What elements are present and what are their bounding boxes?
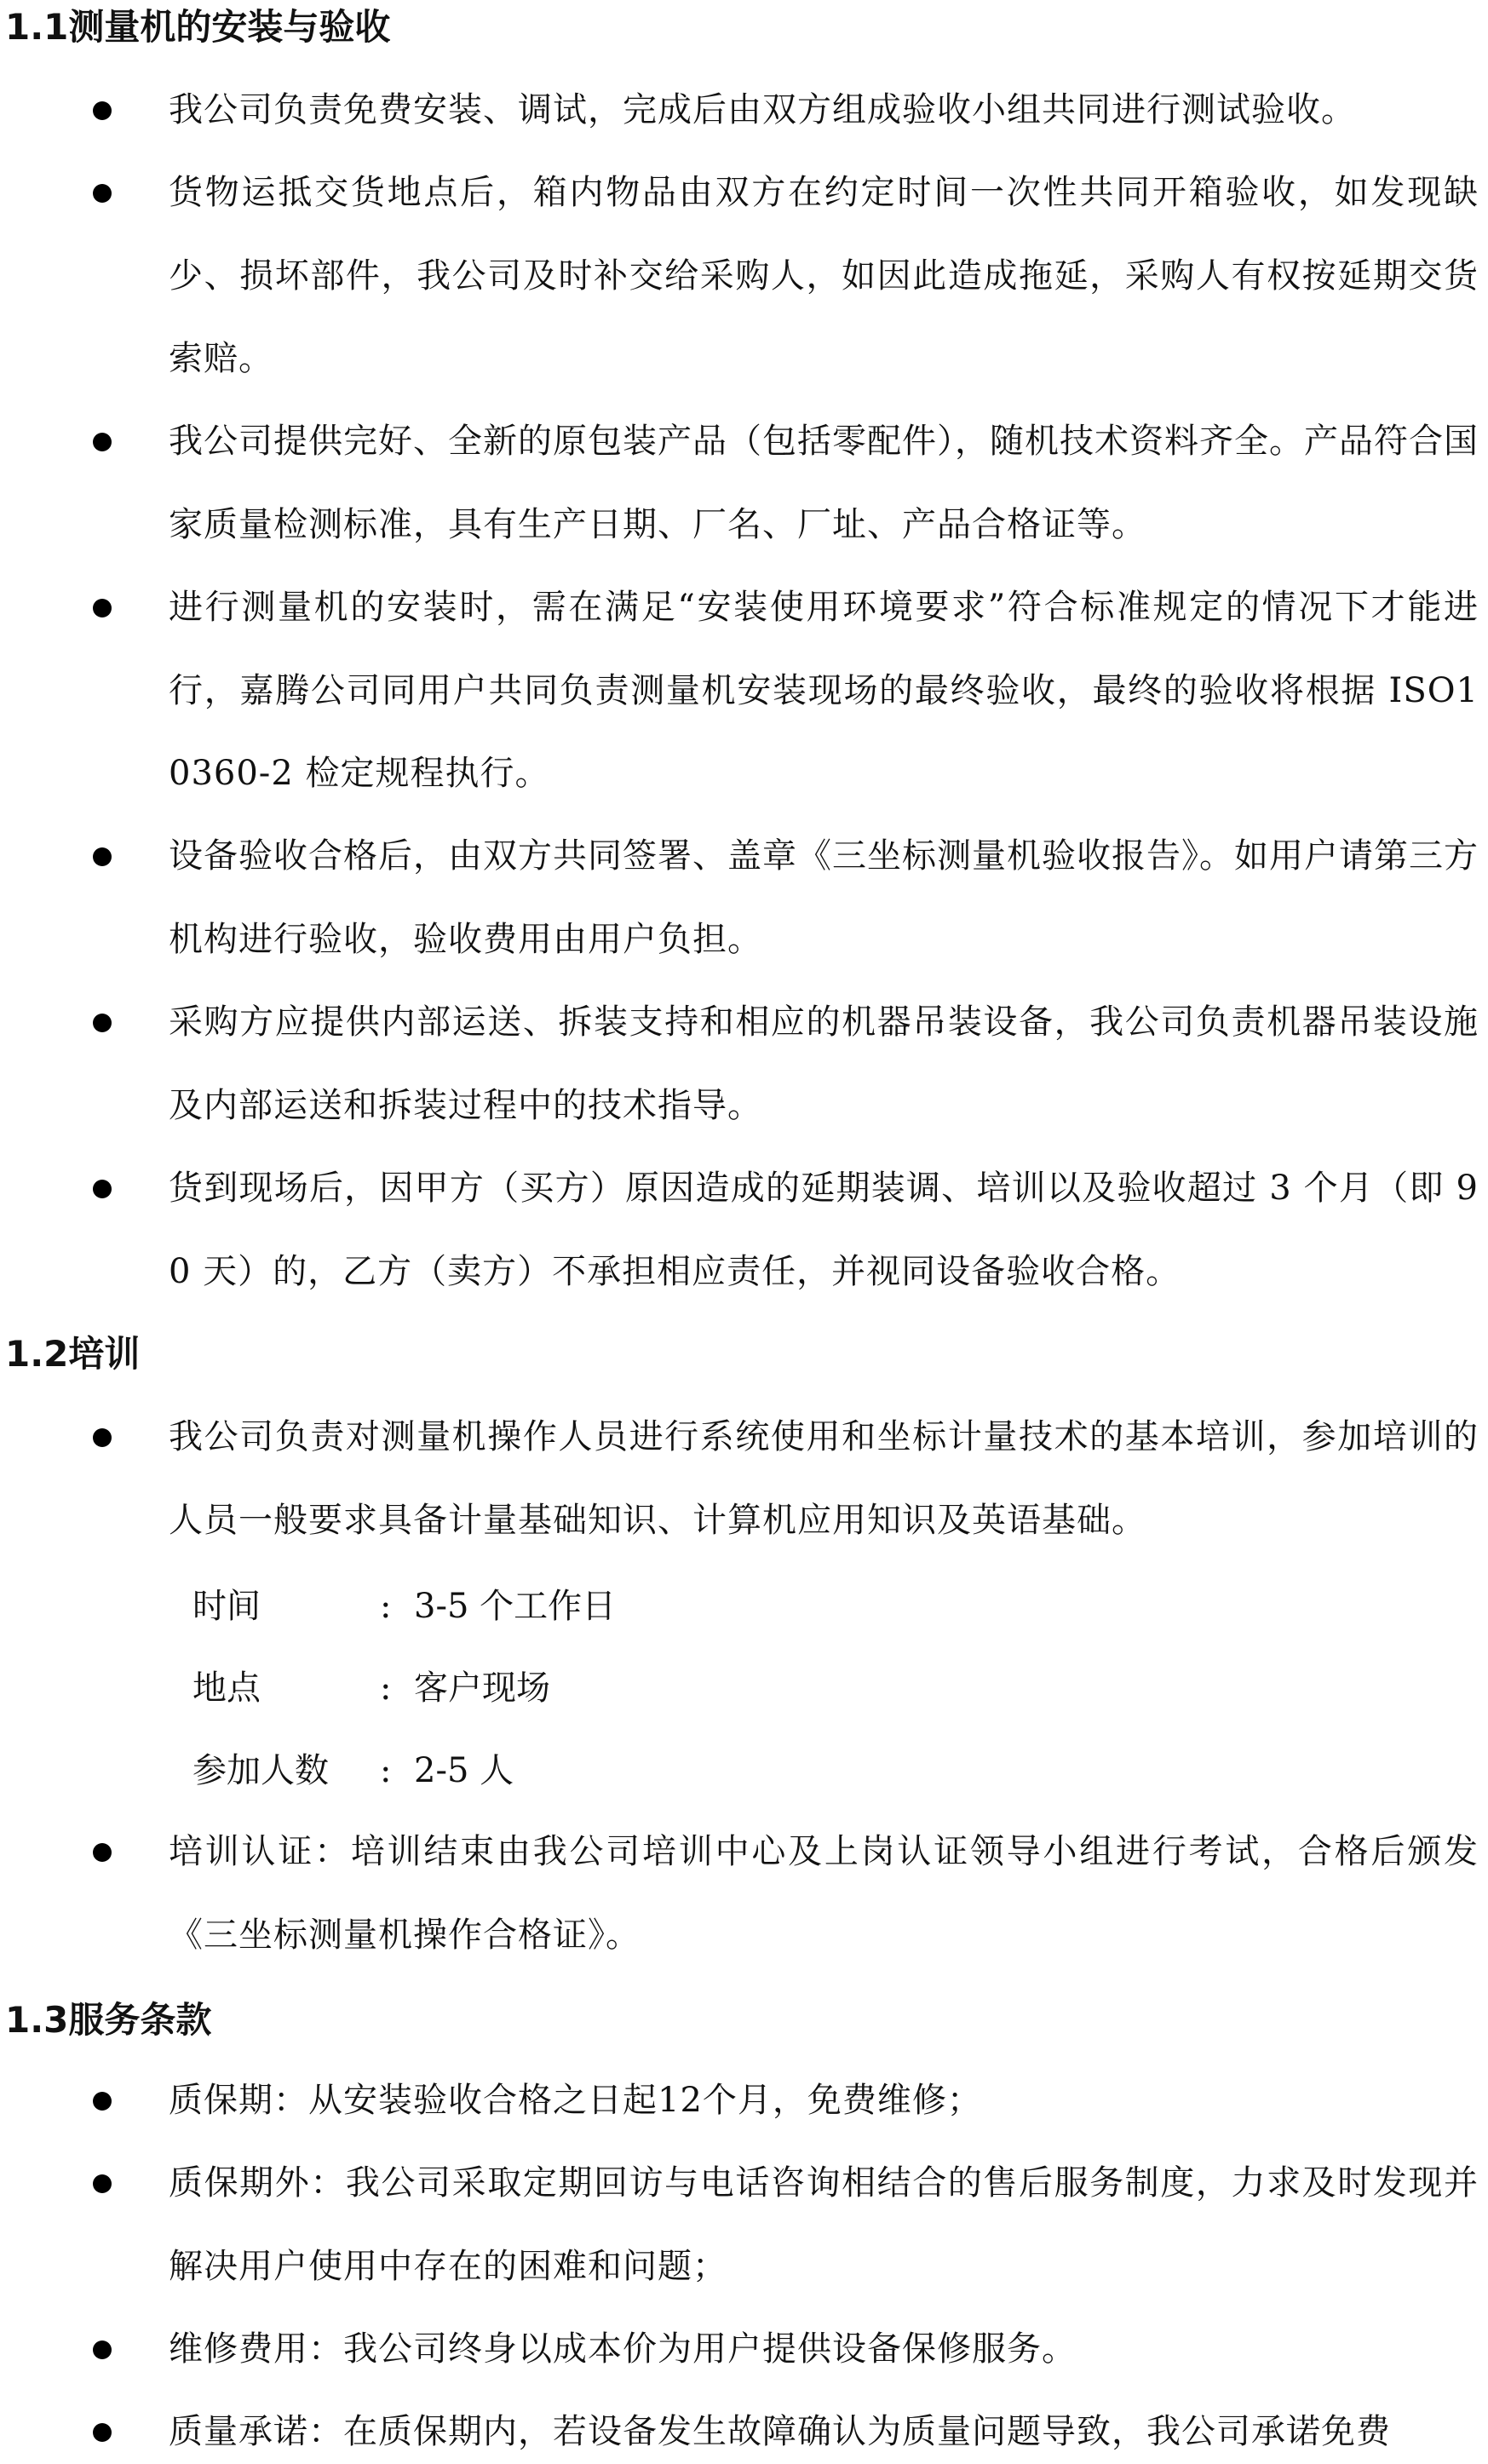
- info-separator: :: [380, 1751, 392, 1790]
- info-label: 地点: [192, 1669, 261, 1708]
- bullet-icon: [93, 1843, 112, 1862]
- list-item-service-3: 维修费用：我公司终身以成本价为用户提供设备保修服务。: [169, 2329, 1077, 2369]
- list-item-service-2: 质保期外：我公司采取定期回访与电话咨询相结合的售后服务制度，力求及时发现并解决用户使用中存在的困难和问题；: [169, 2163, 1479, 2286]
- list-item-training-1: 我公司负责对测量机操作人员进行系统使用和坐标计量技术的基本培训，参加培训的人员一般要求具备计量基础知识、计算机应用知识及英语基础。: [169, 1417, 1479, 1540]
- bullet-icon: [93, 2174, 112, 2193]
- info-separator: :: [380, 1669, 392, 1708]
- bullet-icon: [93, 433, 112, 451]
- bullet-icon: [93, 847, 112, 866]
- bullet-icon: [93, 1014, 112, 1032]
- training-info-location: [192, 1661, 550, 1715]
- list-item-service-1: 质保期：从安装验收合格之日起12个月，免费维修；: [169, 2081, 982, 2120]
- bullet-icon: [93, 2341, 112, 2359]
- info-value: 2-5 人: [414, 1751, 514, 1790]
- info-label: 时间: [192, 1587, 261, 1626]
- section-heading-service-terms: 1.3服务条款: [5, 1999, 212, 2041]
- list-item-installation-6: 采购方应提供内部运送、拆装支持和相应的机器吊装设备，我公司负责机器吊装设施及内部运送和拆装过程中的技术指导。: [169, 1002, 1479, 1125]
- bullet-icon: [93, 1428, 112, 1447]
- bullet-icon: [93, 184, 112, 203]
- training-info-attendees: [192, 1743, 514, 1798]
- section-heading-installation: 1.1测量机的安装与验收: [5, 6, 391, 48]
- list-item-installation-7: 货到现场后，因甲方（买方）原因造成的延期装调、培训以及验收超过 3 个月（即 90 天）的，乙方（卖方）不承担相应责任，并视同设备验收合格。: [169, 1169, 1479, 1291]
- list-item-training-2: 培训认证：培训结束由我公司培训中心及上岗认证领导小组进行考试，合格后颁发《三坐标测量机操作合格证》。: [169, 1832, 1479, 1955]
- list-item-installation-2: 货物运抵交货地点后，箱内物品由双方在约定时间一次性共同开箱验收，如发现缺少、损坏部件，我公司及时补交给采购人，如因此造成拖延，采购人有权按延期交货索赔。: [169, 173, 1479, 378]
- list-item-installation-4: 进行测量机的安装时，需在满足“安装使用环境要求”符合标准规定的情况下才能进行，嘉腾公司同用户共同负责测量机安装现场的最终验收，最终的验收将根据 ISO10360-2 检定规程执行。: [169, 588, 1479, 793]
- section-heading-training: 1.2培训: [5, 1333, 141, 1375]
- bullet-icon: [93, 2092, 112, 2111]
- info-value: 3-5 个工作日: [414, 1587, 617, 1626]
- bullet-icon: [93, 101, 112, 120]
- bullet-icon: [93, 1180, 112, 1198]
- info-label: 参加人数: [192, 1751, 329, 1790]
- list-item-service-4: 质量承诺：在质保期内，若设备发生故障确认为质量问题导致，我公司承诺免费: [169, 2412, 1391, 2451]
- bullet-icon: [93, 2423, 112, 2442]
- info-separator: :: [380, 1587, 392, 1626]
- training-info-time: [192, 1579, 616, 1634]
- list-item-installation-1: 我公司负责免费安装、调试，完成后由双方组成验收小组共同进行测试验收。: [169, 90, 1356, 129]
- list-item-installation-3: 我公司提供完好、全新的原包装产品（包括零配件），随机技术资料齐全。产品符合国家质量检测标准，具有生产日期、厂名、厂址、产品合格证等。: [169, 422, 1479, 544]
- info-value: 客户现场: [414, 1669, 550, 1708]
- list-item-installation-5: 设备验收合格后，由双方共同签署、盖章《三坐标测量机验收报告》。如用户请第三方机构进行验收，验收费用由用户负担。: [169, 836, 1479, 959]
- bullet-icon: [93, 599, 112, 617]
